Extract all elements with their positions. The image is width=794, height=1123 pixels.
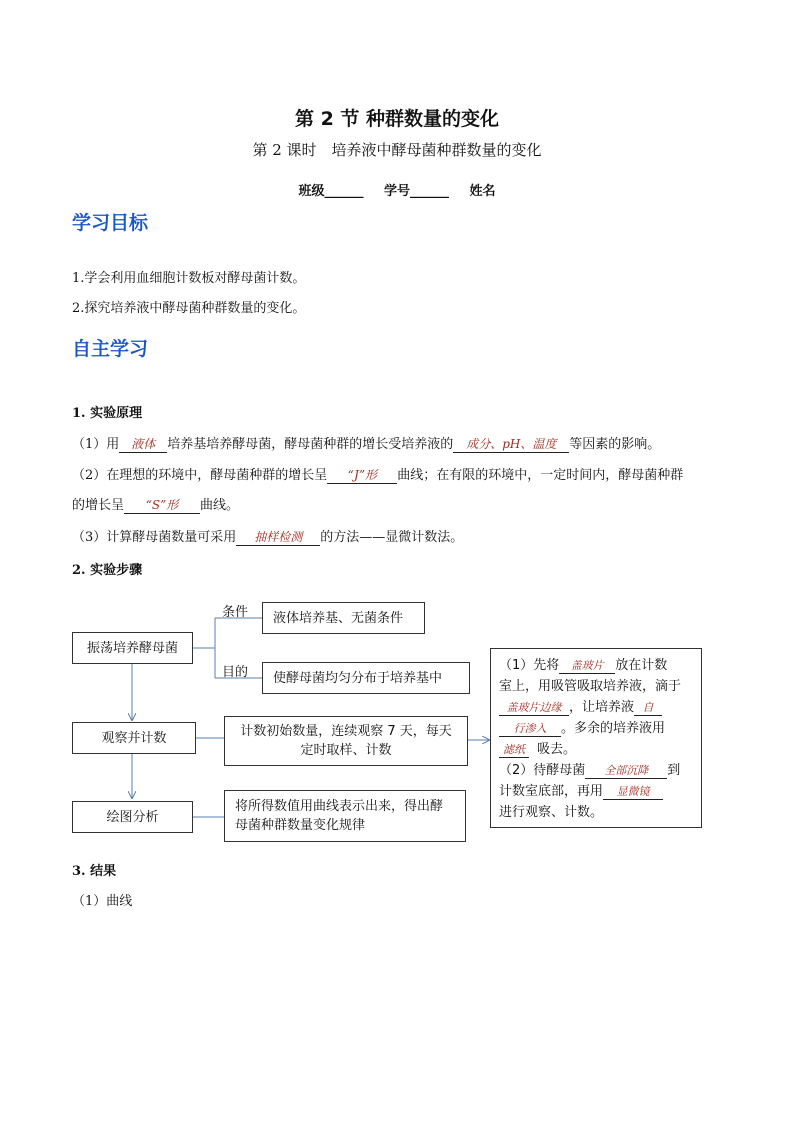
- steps-heading: 2. 实验步骤: [72, 563, 143, 578]
- answer-blank: 滤纸: [499, 743, 529, 758]
- page-title: 第 2 节 种群数量的变化: [294, 108, 500, 130]
- answer-blank: 显微镜: [603, 785, 663, 800]
- step-plot-analysis: 绘图分析: [72, 801, 193, 833]
- answer-blank: 盖玻片: [559, 659, 615, 674]
- objectives-heading: 学习目标: [72, 212, 149, 234]
- self-study-heading: 自主学习: [72, 338, 149, 360]
- plot-procedure-box: 将所得数值用曲线表示出来，得出酵 母菌种群数量变化规律: [224, 790, 466, 842]
- results-heading: 3. 结果: [72, 864, 117, 879]
- condition-label: 条件: [222, 605, 249, 620]
- class-field: 班级______: [298, 184, 364, 199]
- objective-item: 1.学会利用血细胞计数板对酵母菌计数。: [72, 271, 306, 286]
- principle-heading: 1. 实验原理: [72, 406, 143, 421]
- answer-blank: 自: [634, 701, 662, 716]
- principle-paragraph-3: （3）计算酵母菌数量可采用 抽样检测 的方法——显微计数法。: [72, 530, 464, 545]
- step-observe-count: 观察并计数: [72, 722, 196, 754]
- principle-paragraph-1: （1）用 液体 培养基培养酵母菌，酵母菌种群的增长受培养液的 成分、pH、温度 等因素的影响。: [72, 437, 661, 452]
- answer-blank: 全部沉降: [585, 764, 667, 779]
- answer-blank: 行渗入: [499, 722, 561, 737]
- answer-blank: 抽样检测: [236, 529, 320, 546]
- name-field: 姓名: [469, 184, 496, 199]
- page-subtitle: 第 2 课时 培养液中酵母菌种群数量的变化: [252, 141, 542, 159]
- count-procedure-box: 计数初始数量，连续观察 7 天，每天 定时取样、计数: [224, 716, 468, 766]
- results-item-curve: （1）曲线: [72, 894, 133, 909]
- principle-paragraph-2: （2）在理想的环境中，酵母菌种群的增长呈 “J”形 曲线；在有限的环境中，一定时间内，酵母菌种群: [72, 468, 684, 483]
- number-field: 学号______: [383, 184, 449, 199]
- purpose-label: 目的: [222, 665, 249, 680]
- answer-blank: “S”形: [124, 497, 200, 514]
- principle-paragraph-2-cont: 的增长呈 “S”形 曲线。: [72, 498, 240, 513]
- condition-box: 液体培养基、无菌条件: [262, 602, 425, 634]
- answer-blank: 盖玻片边缘: [499, 701, 569, 716]
- answer-blank: 液体: [119, 436, 167, 453]
- counting-method-note: （1）先将 盖玻片 放在计数 室上，用吸管吸取培养液，滴于 盖玻片边缘 ，让培养液 自 行渗入 。多余的培养液用 滤纸 吸去。 （2）待酵母菌 全部沉降 到 计数室底部，再用 显微镜 进行观察、计数。: [490, 648, 702, 828]
- answer-blank: “J”形: [327, 467, 397, 484]
- step-shake-culture: 振荡培养酵母菌: [72, 632, 193, 664]
- answer-blank: 成分、pH、温度: [453, 436, 569, 453]
- objective-item: 2.探究培养液中酵母菌种群数量的变化。: [72, 301, 306, 316]
- purpose-box: 使酵母菌均匀分布于培养基中: [262, 662, 470, 694]
